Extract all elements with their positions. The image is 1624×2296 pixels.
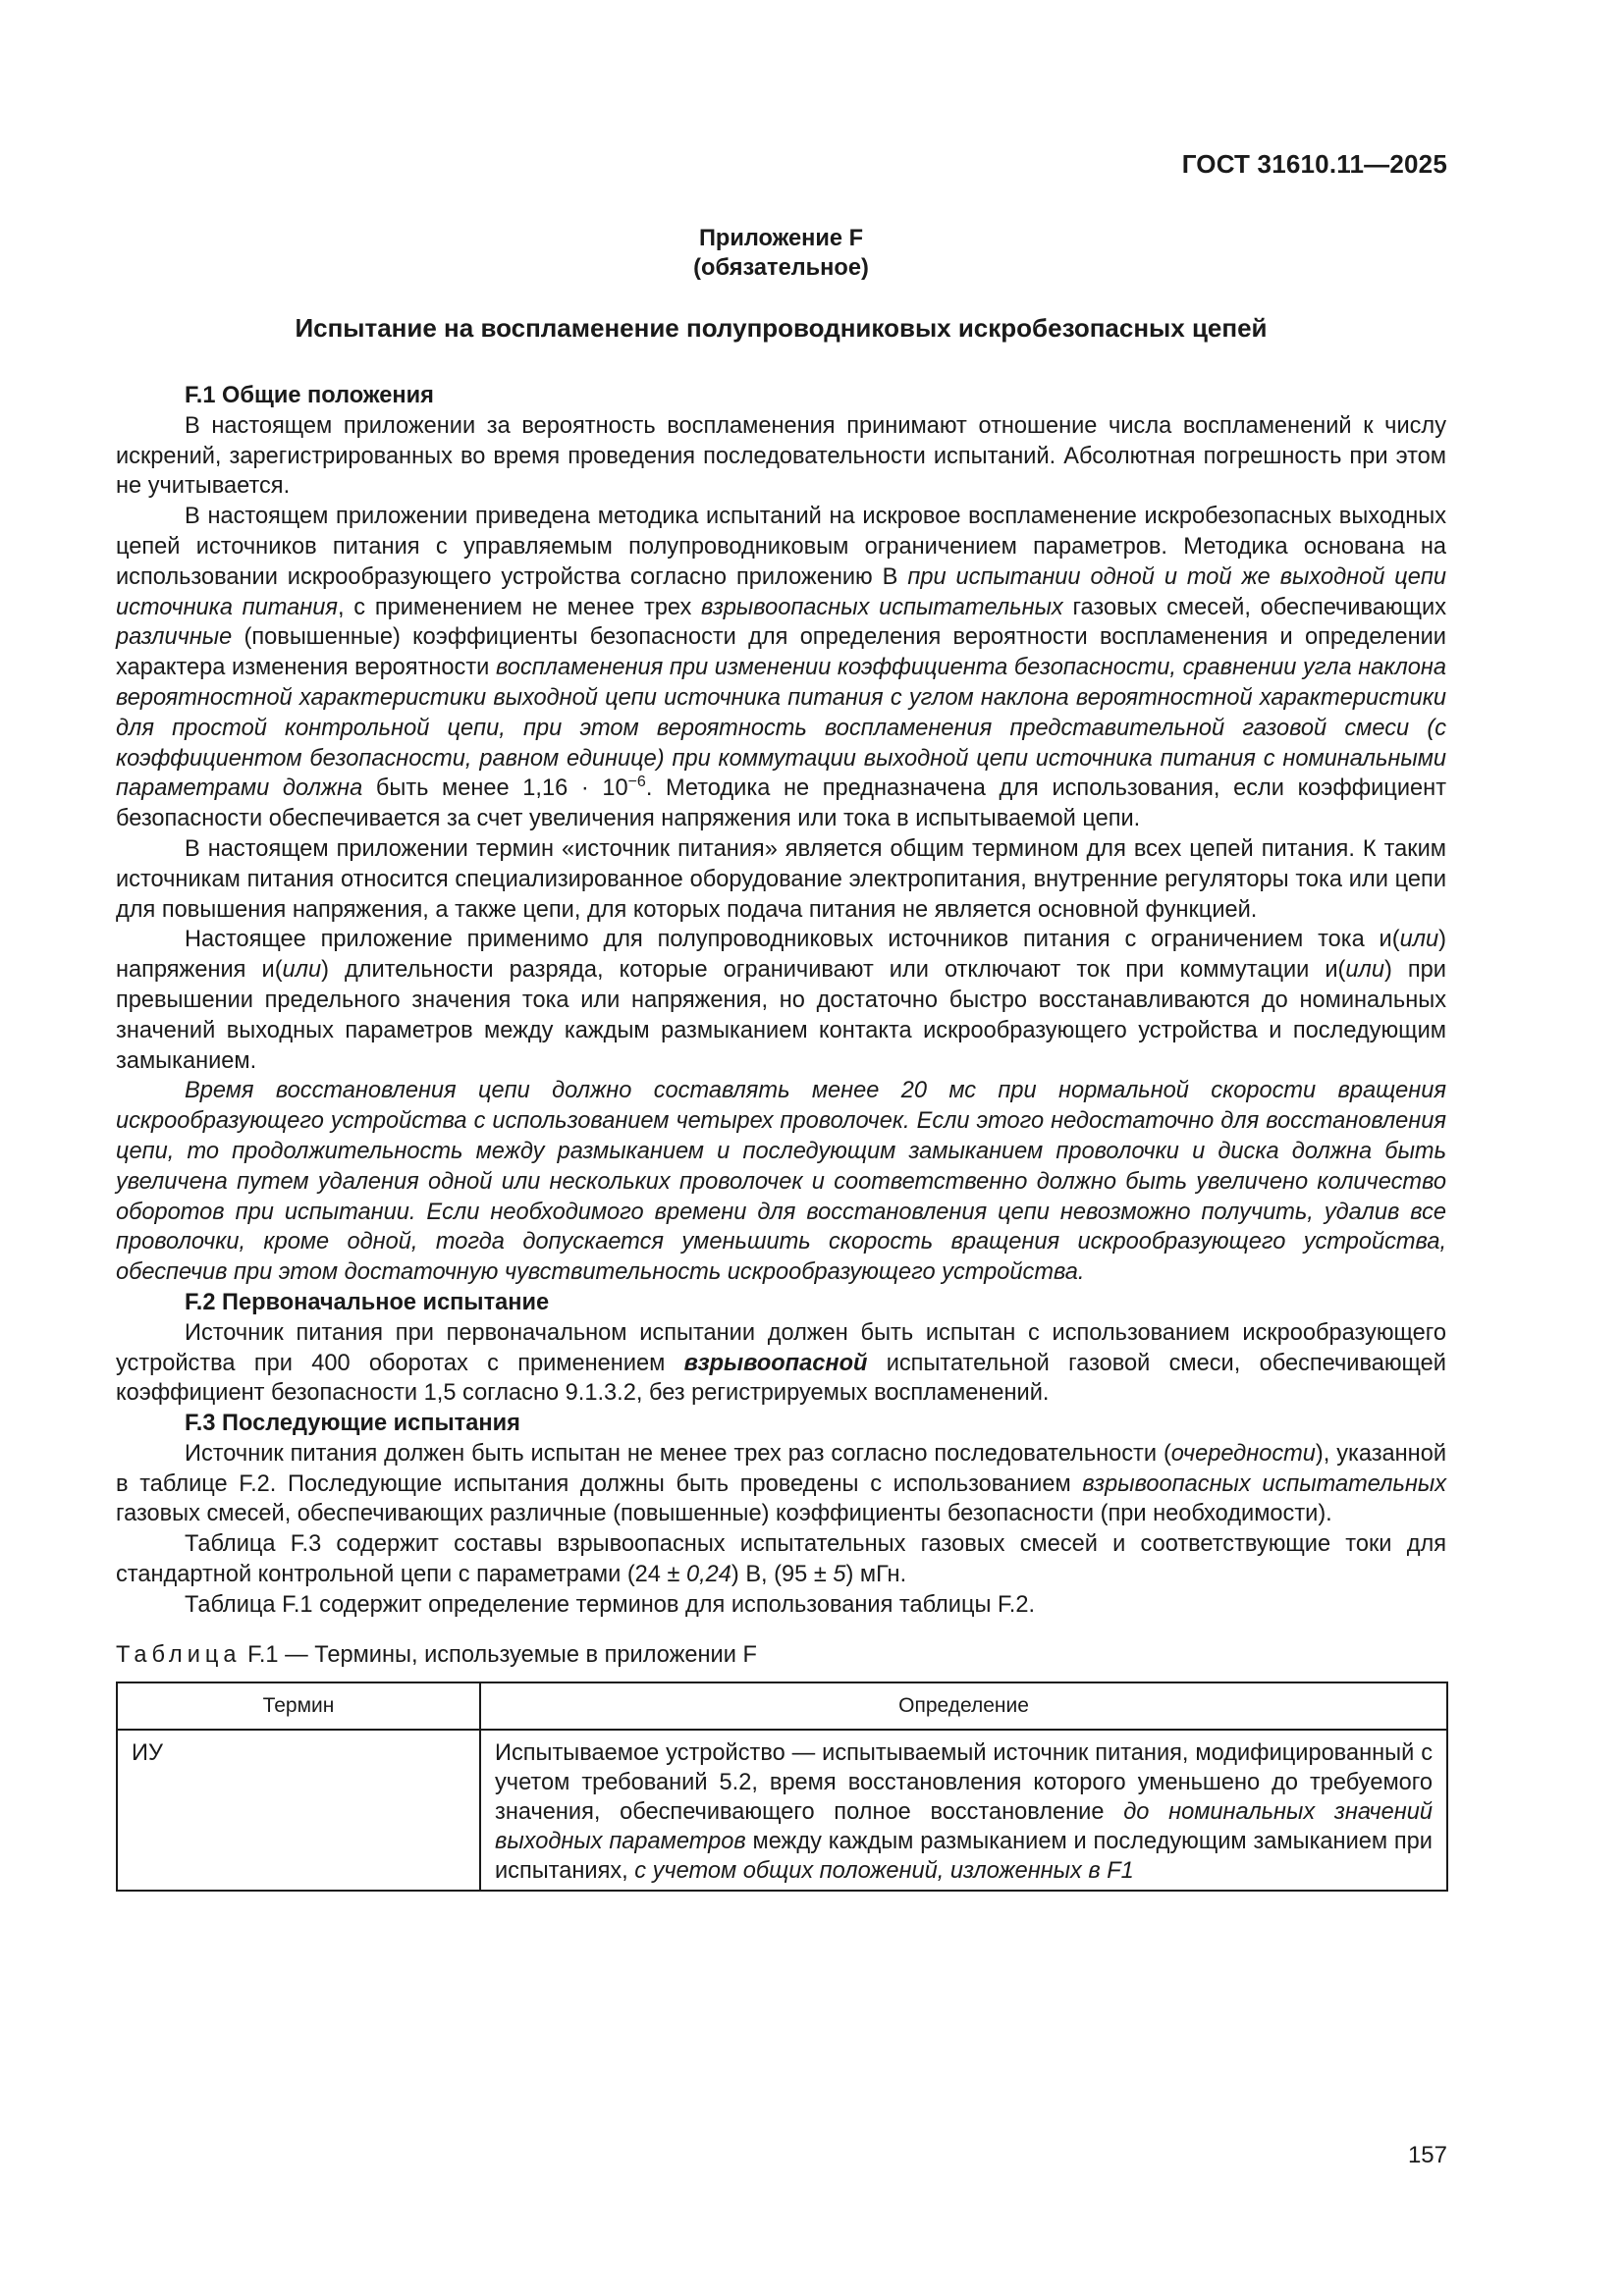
column-header-term: Термин	[117, 1682, 480, 1730]
table-caption	[116, 1640, 1446, 1671]
appendix-title: Испытание на воспламенение полупроводниковых искробезопасных цепей	[295, 313, 1268, 343]
text-run: ) мГн.	[845, 1562, 907, 1588]
f1-paragraph-4	[116, 925, 1446, 1076]
f3-paragraph-2	[116, 1529, 1446, 1590]
page-number: 157	[1407, 2142, 1447, 2168]
f1-paragraph-2	[116, 502, 1446, 834]
italic-run: с учетом общих положений, изложенных в F1	[634, 1858, 1134, 1885]
text-run: В настоящем приложении приведена методика испытаний на искровое воспламенение искробезопасных выходных цепей источников питания с управляемым полупроводниковым ограничением параметров. Методика основана на использовании искрообразующего устройства согласно приложению B	[116, 504, 1446, 590]
section-f2-heading: F.2 Первоначальное испытание	[185, 1289, 550, 1315]
text-run: ) напряжения и(	[116, 927, 1446, 984]
italic-run: воспламенения при изменении коэффициента безопасности, сравнении угла наклона вероятностной характеристики выходной цепи источника питания с углом наклона вероятностной характеристики для простой контрольной цепи, при этом вероятность воспламенения представительной газовой смеси (с коэффициентом безопасности, равном единице) при коммутации выходной цепи источника питания с номинальными параметрами должна	[116, 655, 1446, 802]
italic-run: 0,24	[685, 1562, 731, 1588]
table-header-row	[117, 1682, 1447, 1730]
f1-paragraph-1: В настоящем приложении за вероятность воспламенения принимают отношение числа воспламенений к числу искрений, зарегистрированных во время проведения последовательности испытаний. Абсолютная погрешность при этом не учитывается.	[116, 412, 1446, 500]
appendix-status: (обязательное)	[693, 255, 869, 281]
italic-run: или	[1399, 927, 1439, 953]
f3-paragraph-3: Таблица F.1 содержит определение терминов для использования таблицы F.2.	[185, 1591, 1036, 1618]
italic-run: взрывоопасных испытательных	[1082, 1470, 1446, 1497]
text-run: ) при превышении предельного значения тока или напряжения, но достаточно быстро восстанавливаются до номинальных значений выходных параметров между каждым размыканием контакта искрообразующего устройства и последующим замыканием.	[116, 957, 1446, 1074]
text-run: ) длительности разряда, которые ограничивают или отключают ток при коммутации и(	[321, 957, 1346, 984]
italic-run: различные	[116, 624, 233, 651]
text-run: (повышенные) коэффициенты безопасности для определения вероятности воспламенения и определении характера изменения вероятности	[116, 624, 1446, 681]
definition-cell	[480, 1730, 1447, 1891]
italic-run: взрывоопасных испытательных	[701, 594, 1063, 620]
italic-run: до номинальных значений выходных параметров	[495, 1799, 1433, 1855]
text-run: Источник питания должен быть испытан не менее трех раз согласно последовательности (	[185, 1440, 1171, 1467]
text-run: Источник питания при первоначальном испытании должен быть испытан с использованием искрообразующего устройства при 400 оборотах с применением	[116, 1319, 1446, 1376]
text-run: , с применением не менее трех	[338, 594, 702, 620]
f1-paragraph-5: Время восстановления цепи должно составлять менее 20 мс при нормальной скорости вращения искрообразующего устройства с использованием четырех проволочек. Если этого недостаточно для восстановления цепи, то продолжительность между размыканием и последующим замыканием проволочки и диска должна быть увеличена путем удаления одной или нескольких проволочек и соответственно должно быть увеличено количество оборотов при испытании. Если необходимого времени для восстановления цепи невозможно получить, удалив все проволочки, кроме одной, тогда допускается уменьшить скорость вращения искрообразующего устройства, обеспечив при этом достаточную чувствительность искрообразующего устройства.	[116, 1078, 1446, 1286]
text-run: Таблица F.3 содержит составы взрывоопасных испытательных газовых смесей и соответствующие токи для стандартной контрольной цепи с параметрами (24 ±	[116, 1531, 1446, 1588]
bold-italic-run: взрывоопасной	[683, 1350, 868, 1376]
text-run: газовых смесей, обеспечивающих	[1062, 594, 1447, 620]
italic-run: или	[1345, 957, 1384, 984]
section-f3-heading: F.3 Последующие испытания	[185, 1411, 520, 1437]
column-header-definition: Определение	[480, 1682, 1447, 1730]
f1-paragraph-3: В настоящем приложении термин «источник питания» является общим термином для всех цепей питания. К таким источникам питания относится специализированное оборудование электропитания, внутренние регуляторы тока или цепи для повышения напряжения, а также цепи, для которых подача питания не является основной функцией.	[116, 835, 1446, 923]
table-caption-word: Таблица	[116, 1641, 242, 1668]
text-run: испытательной газовой смеси, обеспечивающей коэффициент безопасности 1,5 согласно 9.1.3.2, без регистрируемых воспламенений.	[116, 1350, 1446, 1407]
standard-code: ГОСТ 31610.11—2025	[1181, 149, 1447, 179]
f3-paragraph-1	[116, 1439, 1446, 1529]
text-run: газовых смесей, обеспечивающих различные (повышенные) коэффициенты безопасности (при необходимости).	[116, 1501, 1332, 1527]
section-f1-heading: F.1 Общие положения	[185, 383, 434, 408]
f2-paragraph	[116, 1318, 1446, 1409]
table-caption-text: F.1 — Термины, используемые в приложении F	[241, 1641, 757, 1668]
text-run: быть менее 1,16 · 10	[362, 775, 628, 802]
appendix-label: Приложение F	[698, 226, 864, 251]
terms-table	[116, 1682, 1448, 1892]
text-run: Испытываемое устройство — испытываемый источник питания, модифицированный с учетом требований 5.2, время восстановления которого уменьшено до требуемого значения, обеспечивающего полное восстановление	[495, 1740, 1433, 1826]
table-row	[117, 1730, 1447, 1891]
text-run: Настоящее приложение применимо для полупроводниковых источников питания с ограничением тока и(	[185, 927, 1400, 953]
italic-run: или	[282, 957, 322, 984]
italic-run: 5	[833, 1562, 846, 1588]
italic-run: очередности	[1170, 1440, 1316, 1467]
page-content	[116, 224, 1446, 1892]
text-run: . Методика не предназначена для использования, если коэффициент безопасности обеспечивается за счет увеличения напряжения или тока в испытываемой цепи.	[116, 775, 1447, 832]
text-run: ), указанной в таблице F.2. Последующие испытания должны быть проведены с использованием	[116, 1440, 1446, 1497]
italic-run: при испытании одной и той же выходной цепи источника питания	[116, 563, 1447, 620]
exponent: −6	[627, 774, 646, 791]
text-run: между каждым размыканием и последующим замыканием при испытаниях,	[495, 1829, 1433, 1885]
text-run: ) В, (95 ±	[731, 1562, 834, 1588]
term-cell: ИУ	[117, 1730, 480, 1891]
